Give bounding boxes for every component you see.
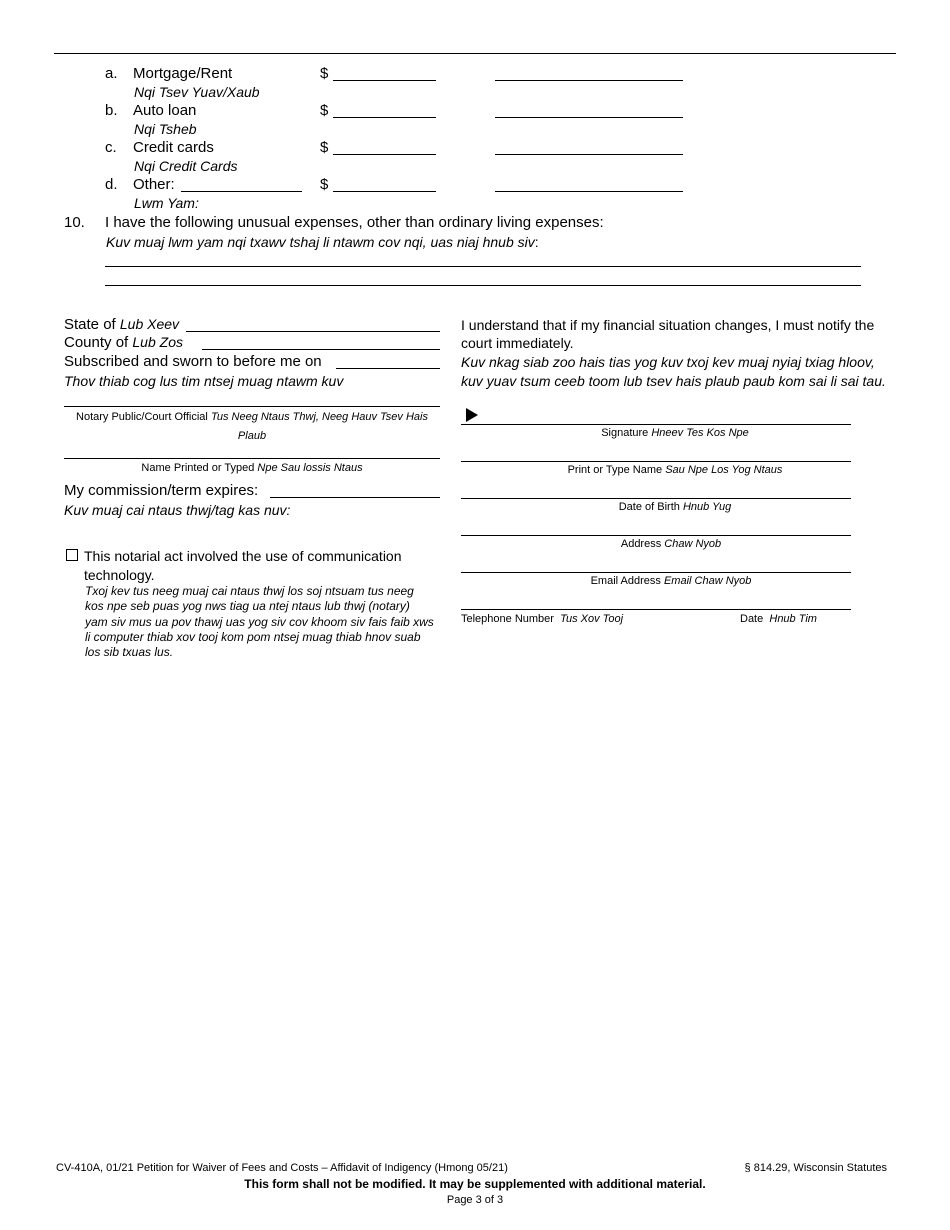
comm-tech-hmong-line: li computer thiab xov tooj kom pom ntsej muag thiab hnov suab <box>85 629 421 644</box>
notice-line2: court immediately. <box>461 335 574 351</box>
address-caption <box>461 538 881 550</box>
name-label: Name Printed or Typed <box>141 462 255 474</box>
email-label-hmong: Email Chaw Nyob <box>663 575 752 587</box>
notary-name-line <box>64 458 440 459</box>
phone-label-hmong: Tus Xov Tooj <box>560 613 624 625</box>
credit-cards-amount-field[interactable] <box>333 140 436 155</box>
unusual-expenses-line-2[interactable] <box>105 271 861 286</box>
county-label-text: County of <box>64 334 129 351</box>
expense-letter: b. <box>105 102 118 119</box>
official-label: Notary Public/Court Official <box>76 411 208 423</box>
credit-cards-detail-field[interactable] <box>495 140 683 155</box>
print-name-label-hmong: Sau Npe Los Yog Ntaus <box>665 464 783 476</box>
currency-symbol: $ <box>320 65 329 82</box>
auto-loan-amount-field[interactable] <box>333 103 436 118</box>
expense-label: Other: <box>133 176 175 193</box>
item-10-text-hmong <box>106 234 539 250</box>
item-10-number: 10. <box>64 214 85 231</box>
subscribed-date-field[interactable] <box>336 354 440 369</box>
notice-line1: I understand that if my financial situation changes, I must notify the <box>461 317 875 333</box>
email-label: Email Address <box>590 575 661 587</box>
state-label-hmong: Lub Xeev <box>119 316 180 332</box>
expense-label-hmong: Nqi Credit Cards <box>134 158 238 174</box>
comm-tech-hmong-line: kos npe seb puas yog nws tiag ua ntej ntaus lub thwj (notary) <box>85 599 410 614</box>
dob-caption <box>461 501 889 513</box>
date-label: Date <box>740 613 764 625</box>
expense-label: Mortgage/Rent <box>133 65 233 82</box>
county-label <box>64 334 183 351</box>
modification-notice: This form shall not be modified. It may be supplemented with additional material. <box>244 1177 706 1191</box>
unusual-expenses-line-1[interactable] <box>105 252 861 267</box>
comm-tech-hmong-line: yam siv mus ua pov thawj uas yog siv cov khoom siv fais faib xws <box>85 614 434 629</box>
item-10-hmong-colon: : <box>534 234 539 250</box>
signature-label-hmong: Hneev Tes Kos Npe <box>651 427 749 439</box>
communication-technology-checkbox[interactable] <box>66 549 78 561</box>
commission-label: My commission/term expires: <box>64 482 259 499</box>
mortgage-amount-field[interactable] <box>333 66 436 81</box>
other-amount-field[interactable] <box>333 177 436 192</box>
email-caption <box>461 575 881 587</box>
other-description-field[interactable] <box>181 177 302 192</box>
currency-symbol: $ <box>320 139 329 156</box>
dob-label-hmong: Hnub Yug <box>682 501 732 513</box>
commission-hmong: Kuv muaj cai ntaus thwj/tag kas nuv: <box>64 502 291 518</box>
notary-signature-line <box>64 406 440 407</box>
dob-label: Date of Birth <box>618 501 680 513</box>
signature-field[interactable] <box>461 410 851 425</box>
date-of-birth-field[interactable] <box>461 484 851 499</box>
phone-date-field[interactable] <box>461 595 851 610</box>
official-hmong-line1: Tus Neeg Ntaus Thwj, Neeg Hauv Tsev Hais <box>210 411 428 423</box>
subscribed-hmong: Thov thiab cog lus tim ntsej muag ntawm kuv <box>64 373 344 389</box>
mortgage-detail-field[interactable] <box>495 66 683 81</box>
official-hmong-line2: Plaub <box>237 430 267 442</box>
signature-caption <box>461 427 889 439</box>
notice-hmong-line2: kuv yuav tsum ceeb toom lub tsev hais plaub paub kom sai li sai tau. <box>461 373 886 389</box>
currency-symbol: $ <box>320 102 329 119</box>
print-name-label: Print or Type Name <box>567 464 663 476</box>
top-rule <box>54 53 896 54</box>
address-label-hmong: Chaw Nyob <box>664 538 722 550</box>
state-label-text: State of <box>64 316 116 333</box>
expense-label-hmong: Lwm Yam: <box>134 195 199 211</box>
name-label-hmong: Npe Sau lossis Ntaus <box>257 462 363 474</box>
other-detail-field[interactable] <box>495 177 683 192</box>
state-label <box>64 316 179 333</box>
form-id: CV-410A, 01/21 Petition for Waiver of Fees and Costs – Affidavit of Indigency (Hmong 05/21) <box>56 1162 508 1174</box>
date-label-hmong: Hnub Tim <box>769 613 817 625</box>
phone-label: Telephone Number <box>461 613 554 625</box>
comm-tech-hmong-line: Txoj kev tus neeg muaj cai ntaus thwj los soj ntsuam tus neeg <box>85 584 414 598</box>
signature-label: Signature <box>601 427 649 439</box>
phone-caption <box>461 613 623 625</box>
expense-label-hmong: Nqi Tsheb <box>134 121 197 137</box>
county-field[interactable] <box>202 335 440 350</box>
email-field[interactable] <box>461 558 851 573</box>
state-field[interactable] <box>186 317 440 332</box>
expense-label: Credit cards <box>133 139 214 156</box>
notary-name-caption <box>64 462 440 474</box>
print-name-field[interactable] <box>461 447 851 462</box>
expense-label-hmong: Nqi Tsev Yuav/Xaub <box>134 84 260 100</box>
subscribed-label: Subscribed and sworn to before me on <box>64 353 322 370</box>
expense-label: Auto loan <box>133 102 197 119</box>
auto-loan-detail-field[interactable] <box>495 103 683 118</box>
expense-letter: d. <box>105 176 118 193</box>
comm-tech-line1: This notarial act involved the use of communication <box>84 548 402 564</box>
address-field[interactable] <box>461 521 851 536</box>
print-name-caption <box>461 464 889 476</box>
expense-letter: a. <box>105 65 118 82</box>
comm-tech-hmong-line: los sib txuas lus. <box>85 645 174 660</box>
currency-symbol: $ <box>320 176 329 193</box>
notice-hmong-line1: Kuv nkag siab zoo hais tias yog kuv txoj kev muaj nyiaj txiag hloov, <box>461 354 875 370</box>
comm-tech-hmong <box>85 584 434 660</box>
address-label: Address <box>620 538 662 550</box>
page-number: Page 3 of 3 <box>446 1194 504 1206</box>
date-caption <box>740 613 817 625</box>
expense-letter: c. <box>105 139 117 156</box>
item-10-hmong-italic: Kuv muaj lwm yam nqi txawv tshaj li ntawm cov nqi, uas niaj hnub siv <box>106 234 535 250</box>
statute-reference: § 814.29, Wisconsin Statutes <box>744 1162 887 1174</box>
notary-official-caption <box>64 408 440 446</box>
comm-tech-line2: technology. <box>84 567 155 583</box>
county-label-hmong: Lub Zos <box>132 334 183 350</box>
item-10-text: I have the following unusual expenses, other than ordinary living expenses: <box>105 214 604 231</box>
commission-expires-field[interactable] <box>270 483 440 498</box>
